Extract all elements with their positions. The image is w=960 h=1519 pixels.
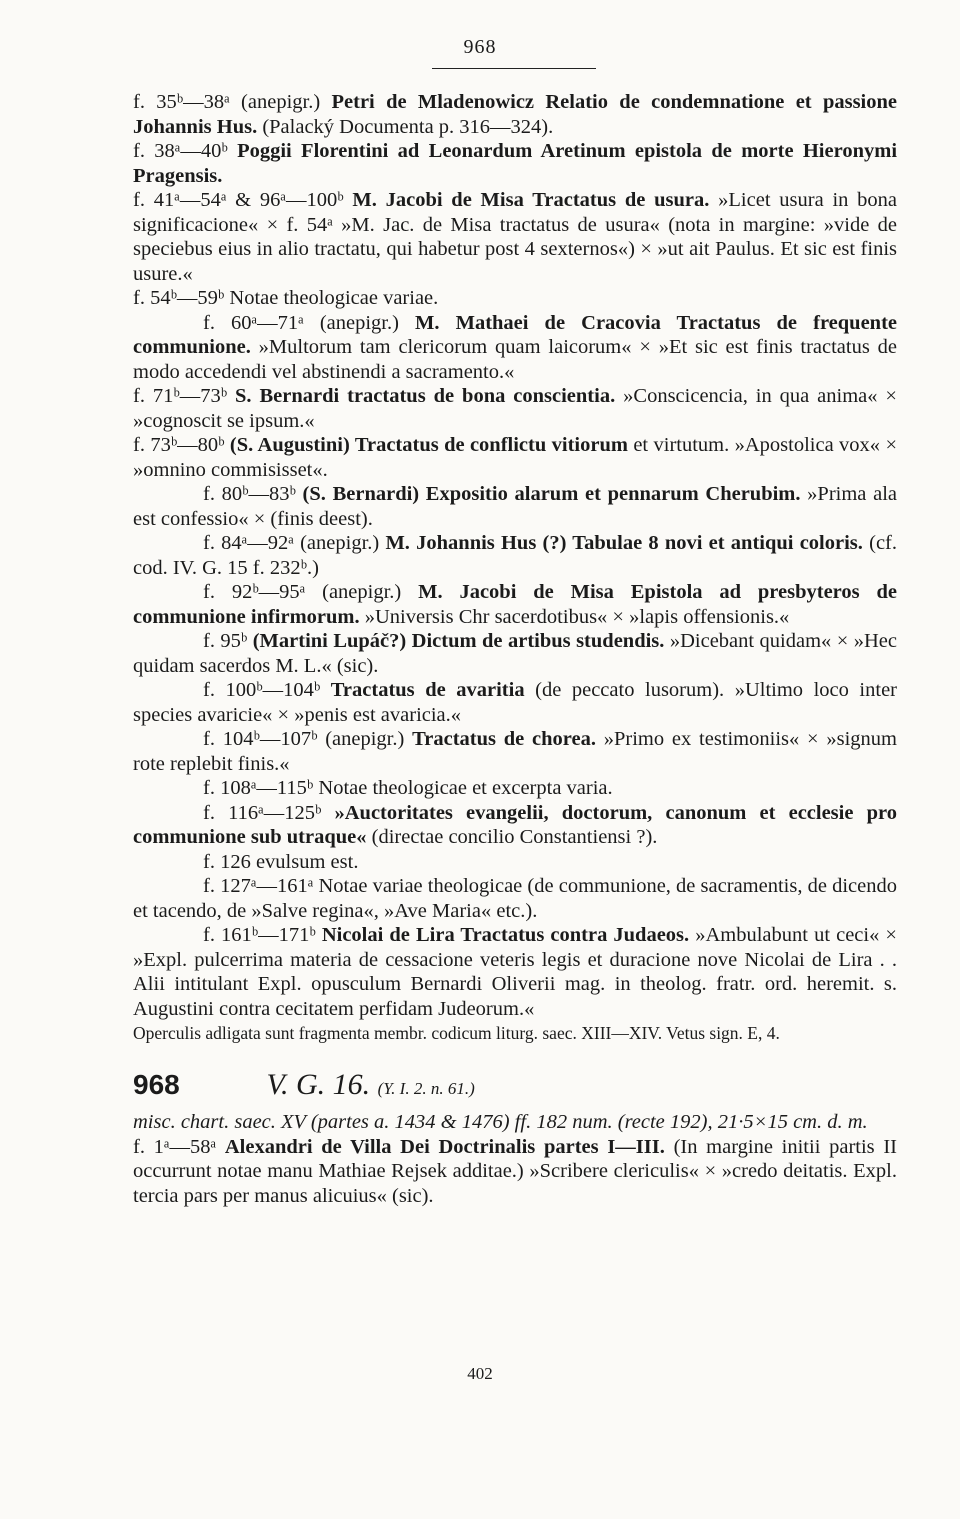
entry-folio: f. 126 <box>203 850 251 873</box>
entry-folio: f. 80ᵇ—83ᵇ <box>203 483 296 505</box>
entry-rest: »Primo ex testimoniis« × »signum rote replebit finis.« <box>133 728 897 775</box>
record-heading <box>133 1068 897 1106</box>
entry-title: Petri de Mladenowicz Relatio de condemnatione et passione Johannis Hus. <box>133 91 897 138</box>
catalog-entry <box>133 776 897 801</box>
entry-rest: »Prima ala est confessio« × (finis deest). <box>133 483 897 530</box>
catalog-body <box>133 90 897 1208</box>
catalog-entry <box>133 874 897 923</box>
entry-folio: f. 38ᵃ—40ᵇ <box>133 140 228 162</box>
entry-folio: f. 95ᵇ <box>203 630 248 652</box>
entry-preamble: (anepigr.) <box>303 311 416 334</box>
entry-title: (Martini Lupáč?) Dictum de artibus studendis. <box>252 630 665 652</box>
entry-folio: f. 84ᵃ—92ᵃ <box>203 532 294 554</box>
entry-rest: »Conscicencia, in qua anima« × »cognoscit se ipsum.« <box>133 385 897 432</box>
entry-rest: (de peccato lusorum). »Ultimo loco inter species avaricie« × »penis est avaricia.« <box>133 679 897 726</box>
entry-folio: f. 92ᵇ—95ᵃ <box>203 581 306 603</box>
entry-preamble: (anepigr.) <box>229 91 332 113</box>
entry-title: M. Johannis Hus (?) Tabulae 8 novi et antiqui coloris. <box>385 532 863 554</box>
entry-folio: f. 71ᵇ—73ᵇ <box>133 385 228 407</box>
catalog-entry <box>133 923 897 1021</box>
catalog-entry <box>133 531 897 580</box>
entry-rest: »Licet usura in bona significacione« × f. 54ᵃ »M. Jac. de Misa tractatus de usura« (nota in margine: »vide de speciebus eius in alio tractatu, qui habetur post 4 sexternos«) × »ut ait Paulus. Et sic est finis usure.« <box>133 189 897 285</box>
entry-folio: f. 108ᵃ—115ᵇ <box>203 777 314 799</box>
record-number: 968 <box>133 1069 180 1100</box>
catalog-entry <box>133 311 897 385</box>
catalog-entry <box>133 678 897 727</box>
entry-folio: f. 100ᵇ—104ᵇ <box>203 679 321 701</box>
entry-folio: f. 104ᵇ—107ᵇ <box>203 728 318 750</box>
entry-title: M. Jacobi de Misa Tractatus de usura. <box>352 189 710 211</box>
catalog-entry <box>133 727 897 776</box>
catalog-entry <box>133 384 897 433</box>
entry-rest: »Universis Chr sacerdotibus« × »lapis offensionis.« <box>359 605 790 628</box>
entry-title: M. Jacobi de Misa Epistola ad presbyteros de communione infirmorum. <box>133 581 897 628</box>
entry-title: Poggii Florentini ad Leonardum Aretinum epistola de morte Hieronymi Pragensis. <box>133 140 898 187</box>
entry-rest: »Dicebant quidam« × »Hec quidam sacerdos M. L.« (sic). <box>133 630 897 677</box>
entry-title: S. Bernardi tractatus de bona conscientia. <box>235 385 616 407</box>
entry-list <box>133 90 897 1021</box>
record-description: misc. chart. saec. XV (partes a. 1434 & 1476) ff. 182 num. (recte 192), 21·5×15 cm. d. m. <box>133 1111 868 1133</box>
entry-rest: (directae concilio Constantiensi ?). <box>366 826 658 848</box>
page-number-bottom: 402 <box>467 1364 493 1383</box>
entry-preamble <box>321 802 334 824</box>
entry-rest: (Palacký Documenta p. 316—324). <box>257 115 554 138</box>
entry-folio: f. 54ᵇ—59ᵇ <box>133 287 225 309</box>
entry-preamble: (anepigr.) <box>305 581 419 603</box>
entry-preamble <box>320 679 331 701</box>
catalog-entry <box>133 90 897 139</box>
entry-preamble: Notae theologicae variae. <box>224 287 439 309</box>
entry-folio: f. 73ᵇ—80ᵇ <box>133 434 225 456</box>
entry-rest: »Ambulabunt ut ceci« × »Expl. pulcerrima materia de cessacione veteris legis et duracione nove Nicolai de Lira . . Alii intitulant Expl. opusculum Bernardi Oliverii mag. in theolog. fratr. ord. heremit. s. Augustini contra cecitatem perfidam Judeorum.« <box>133 924 897 1020</box>
header-rule <box>432 68 596 69</box>
entry-preamble: Notae theologicae et excerpta varia. <box>313 777 613 799</box>
entry-folio: f. 35ᵇ—38ᵃ <box>133 91 230 113</box>
catalog-entry <box>133 850 897 875</box>
entry-folio: f. 127ᵃ—161ᵃ <box>203 875 314 897</box>
entry-title: M. Mathaei de Cracovia Tractatus de frequente communione. <box>133 311 897 358</box>
entry-preamble: evulsum est. <box>250 850 359 873</box>
entry-title: Tractatus de avaritia <box>330 679 525 701</box>
entry-preamble <box>296 483 303 505</box>
catalog-entry <box>133 286 897 311</box>
catalog-entry <box>133 801 897 850</box>
binding-note: Operculis adligata sunt fragmenta membr. codicum liturg. saec. XIII—XIV. Vetus sign. E, 4. <box>133 1023 780 1043</box>
entry-folio: f. 1ᵃ—58ᵃ <box>133 1135 217 1158</box>
entry-title: »Auctoritates evangelii, doctorum, canonum et ecclesie pro communione sub utraque« <box>133 801 897 848</box>
entry-title: (S. Augustini) Tractatus de conflictu vitiorum <box>229 434 628 456</box>
catalog-entry <box>133 188 897 286</box>
entry-folio: f. 41ᵃ—54ᵃ & 96ᵃ—100ᵇ <box>133 189 344 211</box>
catalog-entry <box>133 482 897 531</box>
record-signature: V. G. 16. <box>266 1068 371 1101</box>
entry-folio: f. 60ᵃ—71ᵃ <box>203 311 304 334</box>
entry-preamble: (anepigr.) <box>317 728 413 750</box>
entry-rest: (In margine initii partis II occurrunt notae manu Mathiae Rejsek additae.) »Scribere clericulis« × »credo deitatis. Expl. tercia pars per manus alicuius« (sic). <box>133 1135 898 1207</box>
entry-preamble: Notae variae theologicae (de communione, de sacramentis, de dicendo et tacendo, de »Salve regina«, »Ave Maria« etc.). <box>133 875 897 922</box>
entry-rest: »Multorum tam clericorum quam laicorum« × »Et sic est finis tractatus de modo accedendi vel abstinendi a sacramento.« <box>133 336 897 383</box>
entry-rest: (cf. cod. IV. G. 15 f. 232ᵇ.) <box>133 532 898 579</box>
entry-preamble: (anepigr.) <box>293 532 386 554</box>
entry-title: Tractatus de chorea. <box>412 728 596 750</box>
catalog-entry <box>133 139 897 188</box>
record-first-entry <box>133 1135 897 1209</box>
entry-folio: f. 116ᵃ—125ᵇ <box>203 801 322 824</box>
catalog-entry <box>133 629 897 678</box>
catalog-entry <box>133 433 897 482</box>
page-number-top: 968 <box>463 36 497 58</box>
catalog-entry <box>133 580 897 629</box>
entry-title: Nicolai de Lira Tractatus contra Judaeos. <box>321 924 690 946</box>
record-old-signature: (Y. I. 2. n. 61.) <box>377 1079 475 1098</box>
entry-folio: f. 161ᵇ—171ᵇ <box>203 924 316 946</box>
entry-rest: et virtutum. »Apostolica vox« × »omnino commisisset«. <box>133 434 898 481</box>
entry-preamble <box>228 140 237 162</box>
entry-preamble <box>227 385 235 407</box>
entry-title: (S. Bernardi) Expositio alarum et pennarum Cherubim. <box>302 483 801 505</box>
entry-title: Alexandri de Villa Dei Doctrinalis partes I—III. <box>224 1135 665 1158</box>
